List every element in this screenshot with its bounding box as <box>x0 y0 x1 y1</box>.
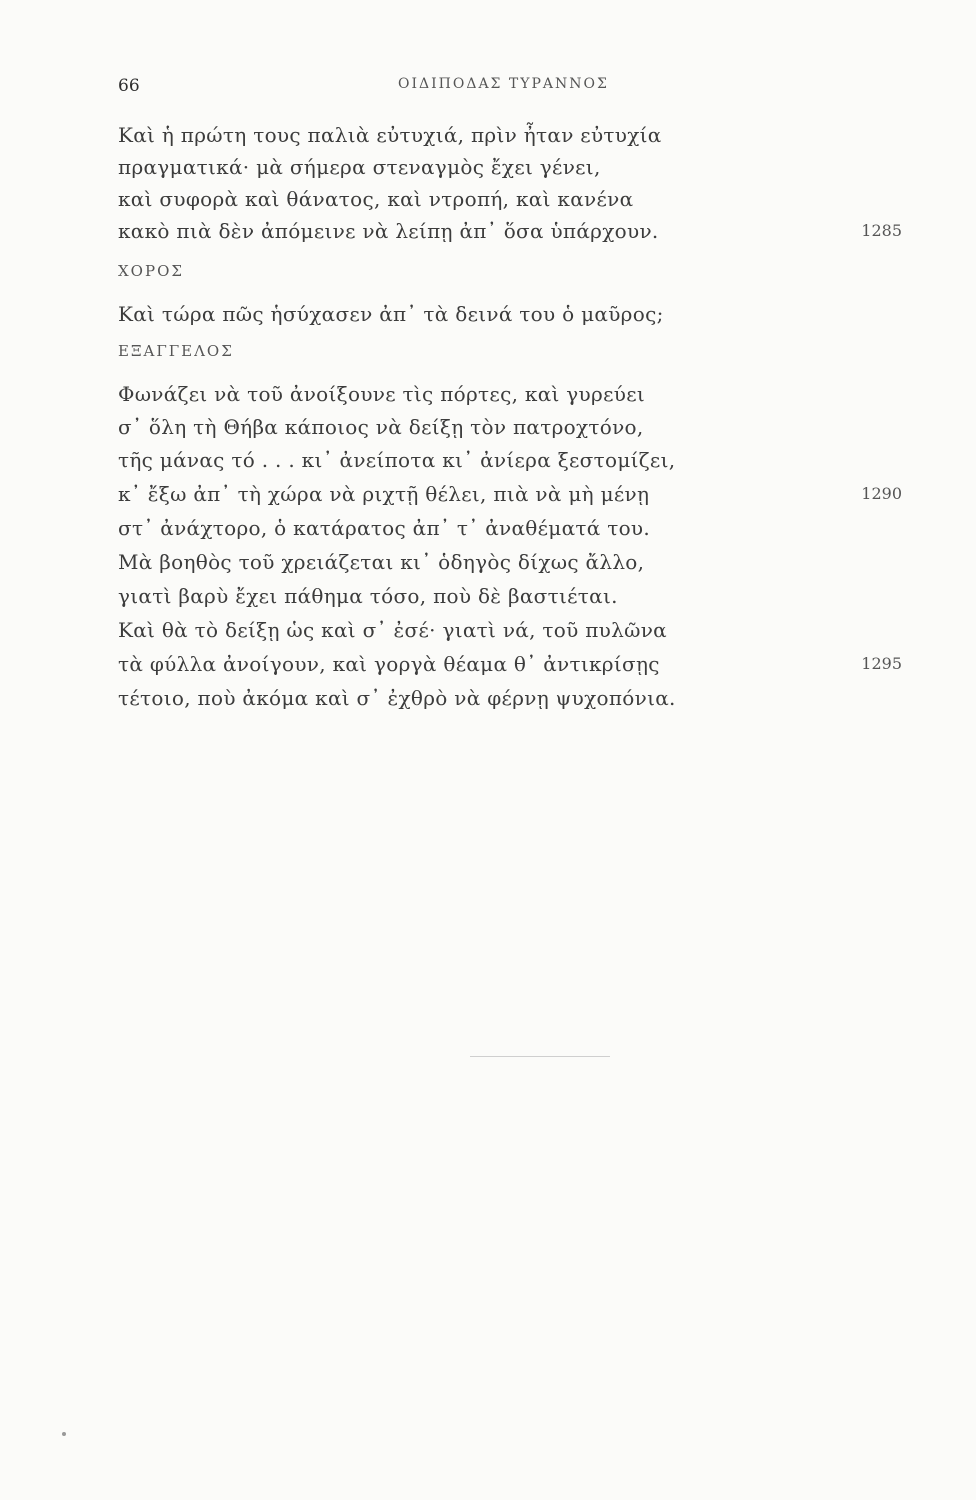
verse-line: κ᾽ ἔξω ἀπ᾽ τὴ χώρα νὰ ριχτῇ θέλει, πιὰ νὰ μὴ μένῃ <box>118 482 650 506</box>
verse-line: Καὶ τώρα πῶς ἡσύχασεν ἀπ᾽ τὰ δεινά του ὁ μαῦρος; <box>118 302 664 326</box>
verse-line: πραγματικά· μὰ σήμερα στεναγμὸς ἔχει γένει, <box>118 155 601 179</box>
speaker-name: ΧΟΡΟΣ <box>118 262 184 280</box>
line-number: 1295 <box>861 654 902 673</box>
verse-line: κακὸ πιὰ δὲν ἀπόμεινε νὰ λείπῃ ἀπ᾽ ὅσα ὑπάρχουν. <box>118 219 659 243</box>
speaker-name: ΕΞΑΓΓΕΛΟΣ <box>118 342 234 360</box>
line-number: 1290 <box>861 484 902 503</box>
line-number: 1285 <box>861 221 902 240</box>
verse-line: στ᾽ ἀνάχτορο, ὁ κατάρατος ἀπ᾽ τ᾽ ἀναθέματά του. <box>118 516 651 540</box>
verse-line: γιατὶ βαρὺ ἔχει πάθημα τόσο, ποὺ δὲ βαστιέται. <box>118 584 618 608</box>
verse-line: τέτοιο, ποὺ ἀκόμα καὶ σ᾽ ἐχθρὸ νὰ φέρνῃ ψυχοπόνια. <box>118 686 676 710</box>
verse-line: τῆς μάνας τό . . . κι᾽ ἀνείποτα κι᾽ ἀνίερα ξεστομίζει, <box>118 448 676 472</box>
page-number: 66 <box>118 76 140 96</box>
separator-rule <box>470 1056 610 1057</box>
verse-line: τὰ φύλλα ἀνοίγουν, καὶ γοργὰ θέαμα θ᾽ ἀντικρίσῃς <box>118 652 660 676</box>
verse-line: Φωνάζει νὰ τοῦ ἀνοίξουνε τὶς πόρτες, καὶ γυρεύει <box>118 382 645 406</box>
verse-line: Καὶ ἡ πρώτη τους παλιὰ εὐτυχιά, πρὶν ἦταν εὐτυχία <box>118 123 662 147</box>
verse-line: σ᾽ ὅλη τὴ Θήβα κάποιος νὰ δείξῃ τὸν πατροχτόνο, <box>118 415 644 439</box>
verse-line: Μὰ βοηθὸς τοῦ χρειάζεται κι᾽ ὁδηγὸς δίχως ἄλλο, <box>118 550 645 574</box>
paper-speck <box>62 1432 66 1436</box>
running-head: ΟΙΔΙΠΟΔΑΣ ΤΥΡΑΝΝΟΣ <box>398 76 609 92</box>
verse-line: Καὶ θὰ τὸ δείξῃ ὡς καὶ σ᾽ ἐσέ· γιατὶ νά, τοῦ πυλῶνα <box>118 618 667 642</box>
verse-line: καὶ συφορὰ καὶ θάνατος, καὶ ντροπή, καὶ κανένα <box>118 187 634 211</box>
